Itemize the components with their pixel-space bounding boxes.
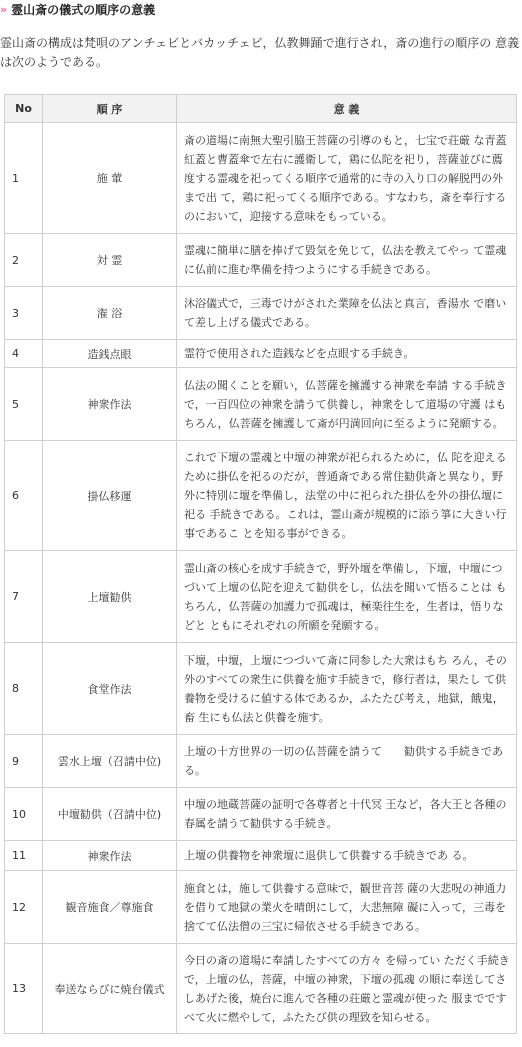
row-meaning: 霊山斎の核心を成す手続きで，野外壇を準備し，下壇，中壇につづいて上壇の仏陀を迎えて勧供をし，仏法を聞いて悟ることは もちろん，仏菩薩の加護力で孤魂は，極楽往生を，生者は，悟りなどと ともにそれぞれの所願を発願する。: [177, 551, 517, 643]
header-no: No: [5, 95, 43, 123]
row-order: 上壇勧供: [43, 551, 177, 643]
row-order: 潅 浴: [43, 287, 177, 340]
table-row: [5, 841, 517, 871]
row-meaning: 霊魂に簡単に膳を捧げて毀気を免じて，仏法を教えてやっ て霊魂に仏前に進む準備を持つようにする手続きである。: [177, 234, 517, 287]
row-no: 3: [5, 287, 43, 340]
row-meaning: 沐浴儀式で，三毒でけがされた業障を仏法と真言，香湯水 で磨いて差し上げる儀式である。: [177, 287, 517, 340]
row-meaning: これで下壇の霊魂と中壇の神衆が祀られるために，仏 陀を迎えるために掛仏を祀るのだが，普通斎である常住勧供斎と異なり，野外に特別に壇を準備し，法堂の中に祀られた掛仏を外の掛仏壇に祀る 手続きである。これは，霊山斎が規模的に添う箏に大きい行事であるこ とを知る事ができる。: [177, 441, 517, 551]
row-no: 6: [5, 441, 43, 551]
table-row: [5, 340, 517, 368]
row-meaning: 施食とは，施して供養する意味で，観世音菩 薩の大悲呪の神通力を借りて地獄の業火を晴朗にして，大悲無障 礙に入って，三毒を捨てて仏法僧の三宝に帰依させる手続きである。: [177, 871, 517, 944]
row-no: 2: [5, 234, 43, 287]
row-meaning: 下壇，中壇，上壇につづいて斎に同参した大衆はもち ろん，その外のすべての衆生に供養を施す手続きで，修行者は，果たし て供養物を受けるに値する体であるか，ふたたび考え，地獄，餓鬼，畜 生にも仏法と供養を施す。: [177, 643, 517, 735]
row-no: 13: [5, 944, 43, 1034]
row-no: 11: [5, 841, 43, 871]
table-row: [5, 871, 517, 944]
row-order: 神衆作法: [43, 368, 177, 441]
row-order: 奉送ならびに焼台儀式: [43, 944, 177, 1034]
row-meaning: 今日の斎の道場に奉請したすべての方々 を帰ってい ただく手続きで，上壇の仏，菩薩，中壇の神衆，下壇の孤魂 の順に奉送してさしあげた後，焼台に進んで各種の荘厳と霊魂が使った 服までですべて火に燃やして，ふたたび供の理致を知らせる。: [177, 944, 517, 1034]
table-row: [5, 788, 517, 841]
ritual-order-table: [4, 94, 516, 1034]
table-row: [5, 368, 517, 441]
table-row: [5, 735, 517, 788]
intro-paragraph: 霊山斎の構成は梵唄のアンチェビとバカッチェビ，仏教舞踊で進行され，斎の進行の順序の 意義は次のようである。: [0, 36, 520, 69]
row-order: 施 葷: [43, 123, 177, 234]
table-row: [5, 643, 517, 735]
row-meaning: 仏法の聞くことを願い，仏菩薩を擁護する神衆を奉請 する手続きで，一百四位の神衆を請うて供養し，神衆をして道場の守護 はもちろん，仏菩薩を擁護して斎が円満回向に至るように発願する。: [177, 368, 517, 441]
row-no: 9: [5, 735, 43, 788]
row-order: 神衆作法: [43, 841, 177, 871]
row-order: 造銭点眼: [43, 340, 177, 368]
row-meaning: 中壇の地蔵菩薩の証明で各尊者と十代冥 王など，各大王と各種の春属を請うて勧供する手続き。: [177, 788, 517, 841]
row-no: 1: [5, 123, 43, 234]
row-meaning: 上壇の十方世界の一切の仏菩薩を請うて 勧供する手続きである。: [177, 735, 517, 788]
row-order: 中壇勧供（召請中位): [43, 788, 177, 841]
row-order: 雲水上壇（召請中位): [43, 735, 177, 788]
header-order: 順 序: [43, 95, 177, 123]
table-row: [5, 551, 517, 643]
table-row: [5, 944, 517, 1034]
double-chevron-icon: »: [0, 2, 8, 16]
row-meaning: 霊符で使用された造銭などを点眼する手続き。: [177, 340, 517, 368]
row-order: 観音施食／尊施食: [43, 871, 177, 944]
row-no: 12: [5, 871, 43, 944]
row-order: 掛仏移運: [43, 441, 177, 551]
row-no: 5: [5, 368, 43, 441]
table-row: [5, 234, 517, 287]
row-meaning: 斎の道場に南無大聖引脇王菩薩の引導のもと，七宝で荘厳 な青蓋紅蓋と曹蓋傘で左右に護衛して，鶏に仏陀を祀り，菩薩並びに薦度する霊魂を祀ってくる順序で通常的に寺の入り口の解脱門の外まで出 て，鶏に祀ってくる順序である。すなわち，斎を奉行するのにおいて，迎接する意味をもっている。: [177, 123, 517, 234]
row-no: 4: [5, 340, 43, 368]
table-row: [5, 287, 517, 340]
row-no: 7: [5, 551, 43, 643]
table-header-row: [5, 95, 517, 123]
section-heading: [0, 0, 155, 18]
table-row: [5, 441, 517, 551]
section-title: 霊山斎の儀式の順序の意義: [11, 2, 156, 17]
table-row: [5, 123, 517, 234]
row-meaning: 上壇の供養物を神衆壇に退供して供養する手続きであ る。: [177, 841, 517, 871]
row-no: 10: [5, 788, 43, 841]
header-meaning: 意 義: [177, 95, 517, 123]
row-order: 食堂作法: [43, 643, 177, 735]
row-order: 対 霊: [43, 234, 177, 287]
row-no: 8: [5, 643, 43, 735]
